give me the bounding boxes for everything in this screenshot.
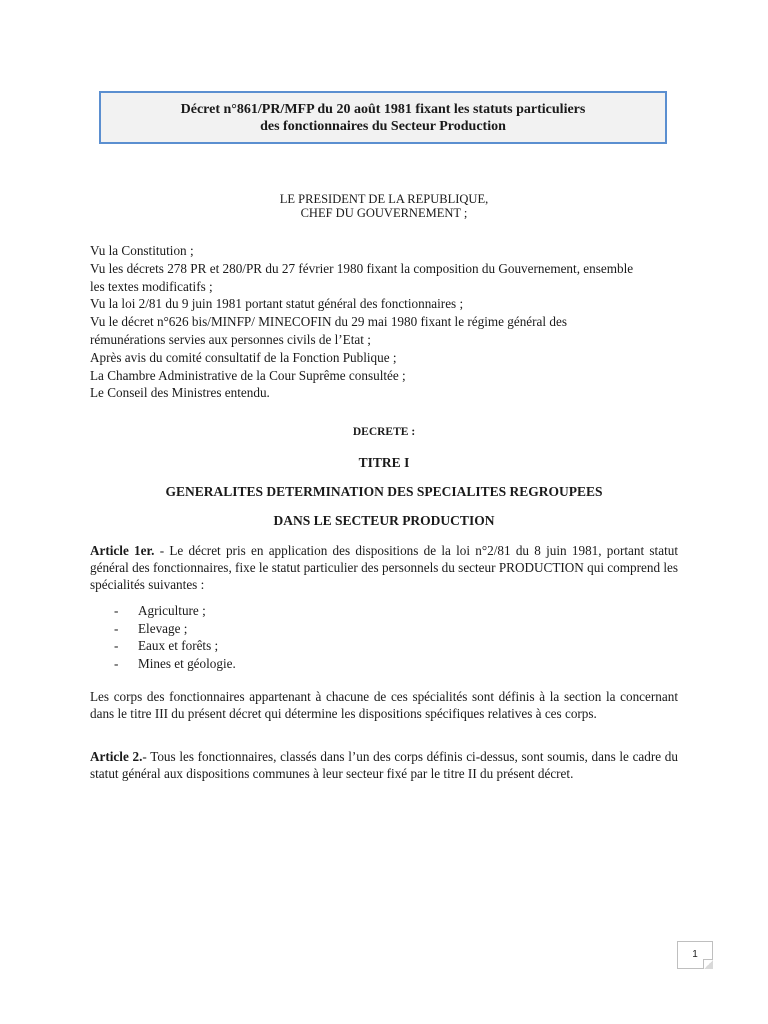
titre-heading: TITRE I <box>358 455 410 470</box>
specialites-list <box>114 602 414 672</box>
list-marker: - <box>114 620 119 636</box>
visa-line: Vu le décret n°626 bis/MINFP/ MINECOFIN du 29 mai 1980 fixant le régime général des <box>90 314 567 330</box>
president-line-1: LE PRESIDENT DE LA REPUBLIQUE, <box>279 192 489 206</box>
article-1-paragraph <box>90 542 678 593</box>
list-item-text: Agriculture ; <box>138 603 206 618</box>
visa-line: Après avis du comité consultatif de la Fonction Publique ; <box>90 349 397 365</box>
section-heading-1: GENERALITES DETERMINATION DES SPECIALITES REGROUPEES <box>165 484 603 499</box>
visa-line: Vu les décrets 278 PR et 280/PR du 27 février 1980 fixant la composition du Gouvernement, ensemble <box>90 260 634 276</box>
visa-line: Vu la loi 2/81 du 9 juin 1981 portant statut général des fonctionnaires ; <box>90 296 464 312</box>
decree-title-line-1: Décret n°861/PR/MFP du 20 août 1981 fixant les statuts particuliers <box>180 101 586 117</box>
visa-line: rémunérations servies aux personnes civils de l’Etat ; <box>90 331 371 347</box>
visa-line: Vu la Constitution ; <box>90 243 194 258</box>
list-item <box>114 655 414 673</box>
list-item <box>114 637 414 655</box>
visa-line: les textes modificatifs ; <box>90 278 213 294</box>
page-number-box <box>677 941 713 969</box>
decrete-heading: DECRETE : <box>352 426 416 438</box>
decree-title-line-2: des fonctionnaires du Secteur Production <box>260 118 506 134</box>
visas-block <box>90 242 678 402</box>
decree-title-box <box>99 91 667 144</box>
page-number: 1 <box>692 949 698 960</box>
page-fold-icon <box>703 959 713 969</box>
list-item-text: Eaux et forêts ; <box>138 638 219 654</box>
list-item <box>114 602 414 620</box>
article-2-text: - Tous les fonctionnaires, classés dans l’un des corps définis ci-dessus, sont soumis, dans le cadre du statut général aux dispositions communes à leur secteur fixé par le titre II du présent décret. <box>90 749 678 781</box>
visa-line: Le Conseil des Ministres entendu. <box>90 385 270 401</box>
article-1-label: Article 1er. <box>90 543 155 558</box>
list-marker: - <box>114 638 119 654</box>
section-heading-2: DANS LE SECTEUR PRODUCTION <box>273 513 495 528</box>
list-item-text: Mines et géologie. <box>138 655 236 671</box>
corps-paragraph: Les corps des fonctionnaires appartenant à chacune de ces spécialités sont définis à la section la concernant dans le titre III du présent décret qui détermine les dispositions spécifiques relatives à ces corps. <box>90 689 678 721</box>
list-marker: - <box>114 603 119 618</box>
visa-line: La Chambre Administrative de la Cour Suprême consultée ; <box>90 367 406 383</box>
president-heading <box>90 192 678 220</box>
article-2-label: Article 2. <box>90 749 143 764</box>
article-2-paragraph <box>90 748 678 782</box>
article-1-text: - Le décret pris en application des dispositions de la loi n°2/81 du 8 juin 1981, portant statut général des fonctionnaires, fixe le statut particulier des personnels du secteur PRODUCTION qui comprend les spécialités suivantes : <box>90 543 678 592</box>
list-marker: - <box>114 655 119 671</box>
president-line-2: CHEF DU GOUVERNEMENT ; <box>300 206 468 220</box>
list-item-text: Elevage ; <box>138 620 188 636</box>
list-item <box>114 620 414 638</box>
